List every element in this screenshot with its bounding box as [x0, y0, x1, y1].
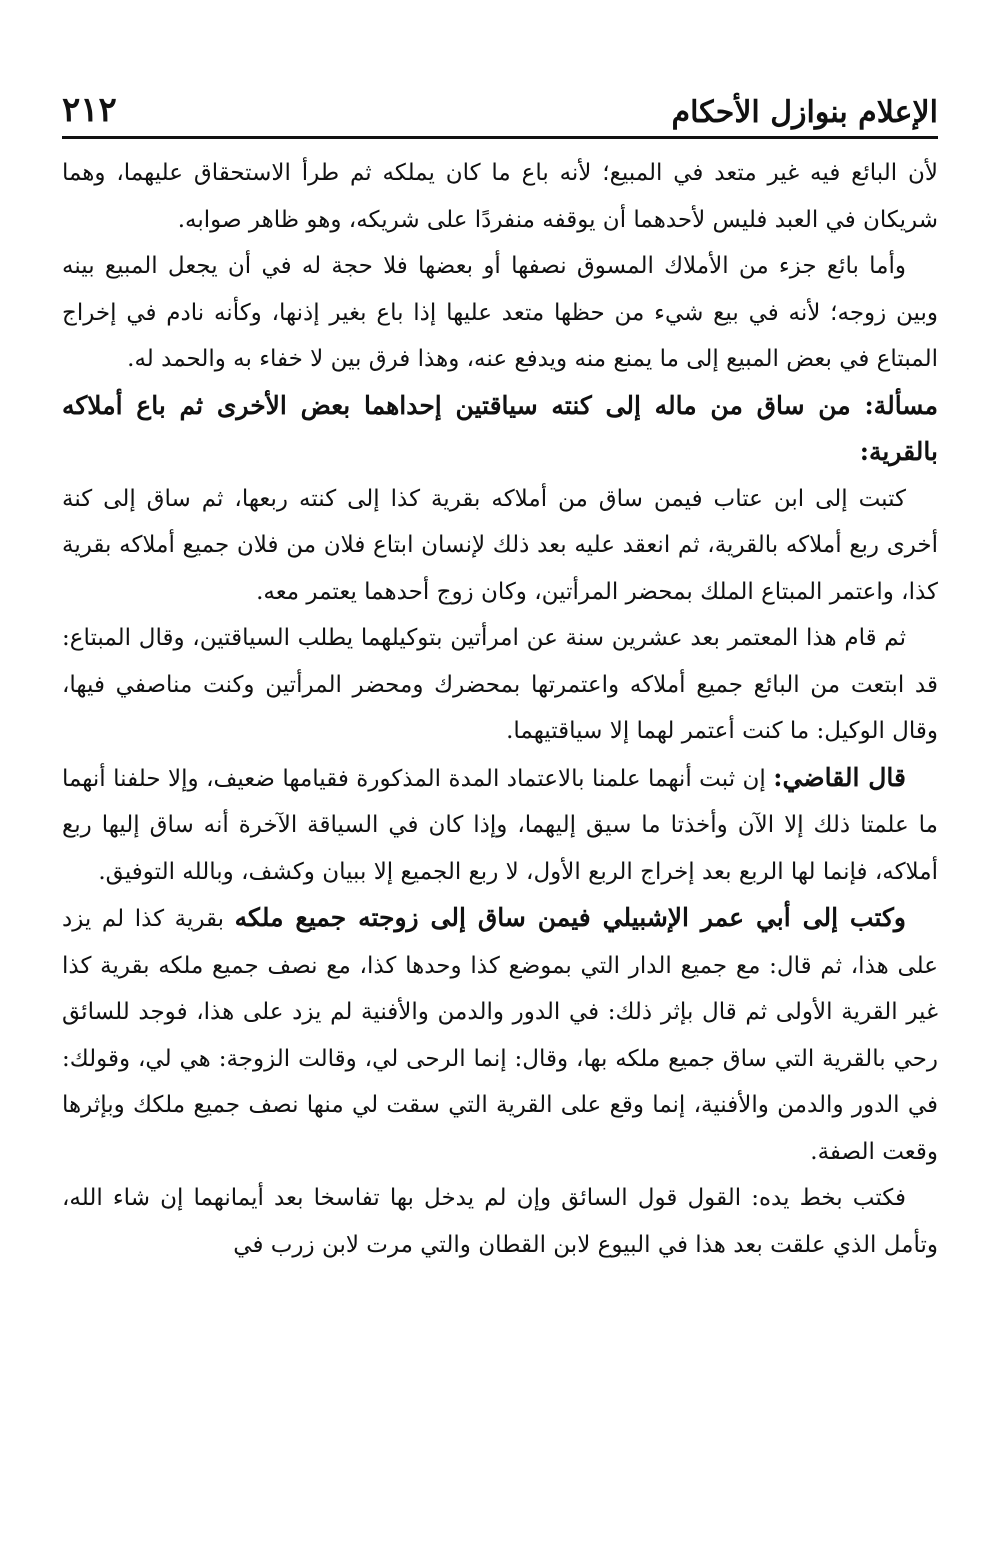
running-title: الإعلام بنوازل الأحكام — [671, 95, 938, 130]
paragraph: ثم قام هذا المعتمر بعد عشرين سنة عن امرأتين بتوكيلهما يطلب السياقتين، وقال المبتاع: قد ابتعت من البائع جميع أملاكه واعتمرتها بمحضرك ومحضر المرأتين وكنت مناصفي فيها، وقال الوكيل: ما كنت أعتمر لهما إلا سياقتيهما. — [62, 625, 938, 744]
page-header — [62, 78, 938, 130]
paragraph-lead: وكتب إلى أبي عمر الإشبيلي فيمن ساق إلى زوجته جميع ملكه — [234, 903, 906, 932]
paragraph-lead: قال القاضي: — [773, 762, 906, 792]
paragraph: كتبت إلى ابن عتاب فيمن ساق من أملاكه بقرية كذا إلى كنته ربعها، ثم ساق إلى كنة أخرى ربع أملاكه بالقرية، ثم انعقد عليه بعد ذلك لإنسان ابتاع فلان من فلان جميع أملاكه بقرية كذا، واعتمر المبتاع الملك بمحضر المرأتين، وكان زوج أحدهما يعتمر معه. — [62, 485, 938, 605]
paragraph: فكتب بخط يده: القول قول السائق وإن لم يدخل بها تفاسخا بعد أيمانهما إن شاء الله، وتأمل الذي علقت بعد هذا في البيوع لابن القطان والتي مرت لابن زرب في — [62, 1185, 938, 1258]
page-number: ٢١٢ — [62, 90, 117, 130]
paragraph — [62, 755, 938, 896]
paragraph-text: بقرية كذا لم يزد على هذا، ثم قال: مع جميع الدار التي بموضع كذا وحدها كذا، مع نصف جميع ملكه بقرية كذا غير القرية الأولى ثم قال بإثر ذلك: في الدور والدمن والأفنية لم يزد على هذا، فوجد للسائق رحي بالقرية التي ساق جميع ملكه بها، وقال: إنما الرحى لي، وقالت الزوجة: هي لي، وقولك: في الدور والدمن والأفنية، إنما وقع على القرية التي سقت لي منها نصف جميع ملكك وبإثرها وقعت الصفة. — [62, 906, 938, 1165]
paragraph: لأن البائع فيه غير متعد في المبيع؛ لأنه باع ما كان يملكه ثم طرأ الاستحقاق عليهما، وهما شريكان في العبد فليس لأحدهما أن يوقفه منفردًا على شريكه، وهو ظاهر صوابه. — [62, 160, 938, 233]
header-rule — [62, 136, 938, 139]
paragraph-text: إن ثبت أنهما علمنا بالاعتماد المدة المذكورة فقيامها ضعيف، وإلا حلفنا أنهما ما علمتا ذلك إلا الآن وأخذتا ما سيق إليهما، وإذا كان في السياقة الآخرة أنه ساق إليها ربع أملاكه، فإنما لها الربع بعد إخراج الربع الأول، لا ربع الجميع إلا ببيان وكشف، وبالله التوفيق. — [62, 765, 938, 885]
page-body — [62, 150, 938, 1268]
paragraph: وأما بائع جزء من الأملاك المسوق نصفها أو بعضها فلا حجة له في أن يجعل المبيع بينه وبين زوجه؛ لأنه في بيع شيء من حظها متعد عليها إذا باع بغير إذنها، وكأنه نادم في إخراج المبتاع في بعض المبيع إلى ما يمنع منه ويدفع عنه، وهذا فرق بين لا خفاء به والحمد له. — [62, 253, 938, 372]
section-heading: مسألة: من ساق من ماله إلى كنته سياقتين إحداهما بعض الأخرى ثم باع أملاكه بالقرية: — [62, 390, 938, 466]
paragraph — [62, 895, 938, 1175]
